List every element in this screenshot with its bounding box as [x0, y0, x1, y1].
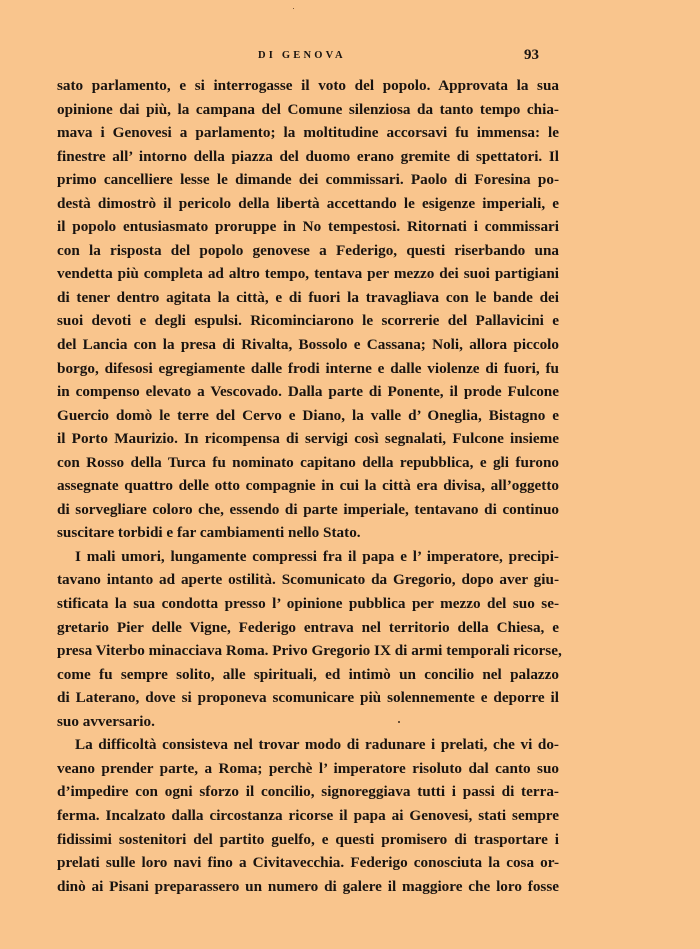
text-line: prelati sulle loro navi fino a Civitavecchia. Federigo conosciuta la cosa or- — [57, 854, 559, 872]
text-line: suo avversario. — [57, 712, 155, 730]
text-line: destà dimostrò il pericolo della libertà accettando le esigenze imperiali, e — [57, 194, 559, 212]
text-line: come fu sempre solito, alle spirituali, ed intimò un concilio nel palazzo — [57, 665, 559, 683]
text-line: veano prender parte, a Roma; perchè l’ imperatore risoluto dal canto suo — [57, 759, 559, 777]
text-line: vendetta più completa ad altro tempo, tentava per mezzo dei suoi partigiani — [57, 265, 559, 283]
text-line: Guercio domò le terre del Cervo e Diano, la valle d’ Oneglia, Bistagno e — [57, 406, 559, 424]
text-line: opinione dai più, la campana del Comune silenziosa da tanto tempo chia- — [57, 100, 559, 118]
text-line: di Laterano, dove si proponeva scomunicare più solennemente e deporre il — [57, 689, 559, 707]
text-line: il popolo entusiasmato proruppe in No tempestosi. Ritornati i commissari — [57, 218, 559, 236]
text-line: il Porto Maurizio. In ricompensa di servigi così segnalati, Fulcone insieme — [57, 430, 559, 448]
page-number: 93 — [524, 47, 539, 63]
text-line: presa Viterbo minacciava Roma. Privo Gregorio IX di armi temporali ricorse, — [57, 642, 562, 660]
text-line: borgo, difesosi egregiamente dalle frodi interne e dalle violenze di fuori, fu — [57, 359, 559, 377]
paper-speck — [293, 8, 294, 9]
text-line: ferma. Incalzato dalla circostanza ricorse il papa ai Genovesi, stati sempre — [57, 806, 559, 824]
text-line: d’impedire con ogni sforzo il concilio, signoreggiava tutti i passi di terra- — [57, 783, 559, 801]
paragraph-first-line: I mali umori, lungamente compressi fra il papa e l’ imperatore, precipi- — [75, 547, 559, 565]
text-line: suscitare torbidi e far cambiamenti nello Stato. — [57, 524, 361, 542]
text-line: in compenso elevato a Vescovado. Dalla parte di Ponente, il prode Fulcone — [57, 383, 559, 401]
text-line: fidissimi sostenitori del partito guelfo, e questi promisero di trasportare i — [57, 830, 559, 848]
text-line: tavano intanto ad aperte ostilità. Scomunicato da Gregorio, dopo aver giu- — [57, 571, 559, 589]
text-line: stificata la sua condotta presso l’ opinione pubblica per mezzo del suo se- — [57, 595, 559, 613]
text-line: dinò ai Pisani preparassero un numero di galere il maggiore che loro fosse — [57, 877, 559, 895]
text-line: gretario Pier delle Vigne, Federigo entrava nel territorio della Chiesa, e — [57, 618, 559, 636]
text-line: assegnate quattro delle otto compagnie in cui la città era divisa, all’oggetto — [57, 477, 559, 495]
ink-dot — [398, 721, 400, 723]
text-line: sato parlamento, e si interrogasse il voto del popolo. Approvata la sua — [57, 77, 559, 94]
text-line: primo cancelliere lesse le dimande dei commissari. Paolo di Foresina po- — [57, 171, 559, 189]
text-line: finestre all’ intorno della piazza del duomo erano gremite di spettatori. Il — [57, 147, 559, 165]
text-line: di tener dentro agitata la città, e di fuori la travagliava con le bande dei — [57, 288, 559, 306]
running-title: DI GENOVA — [258, 50, 346, 61]
text-line: con Rosso della Turca fu nominato capitano della repubblica, e gli furono — [57, 453, 559, 471]
text-line: con la risposta del popolo genovese a Federigo, questi riserbando una — [57, 241, 559, 259]
body-text — [57, 74, 562, 898]
paragraph-first-line: La difficoltà consisteva nel trovar modo di radunare i prelati, che vi do- — [75, 736, 559, 754]
text-line: di sorvegliare coloro che, essendo di parte imperiale, tentavano di continuo — [57, 500, 559, 518]
text-line: suoi devoti e degli espulsi. Ricominciarono le scorrerie del Pallavicini e — [57, 312, 559, 330]
text-line: del Lancia con la presa di Rivalta, Bossolo e Cassana; Noli, allora piccolo — [57, 336, 559, 354]
text-line: mava i Genovesi a parlamento; la moltitudine accorsavi fu immensa: le — [57, 124, 559, 142]
